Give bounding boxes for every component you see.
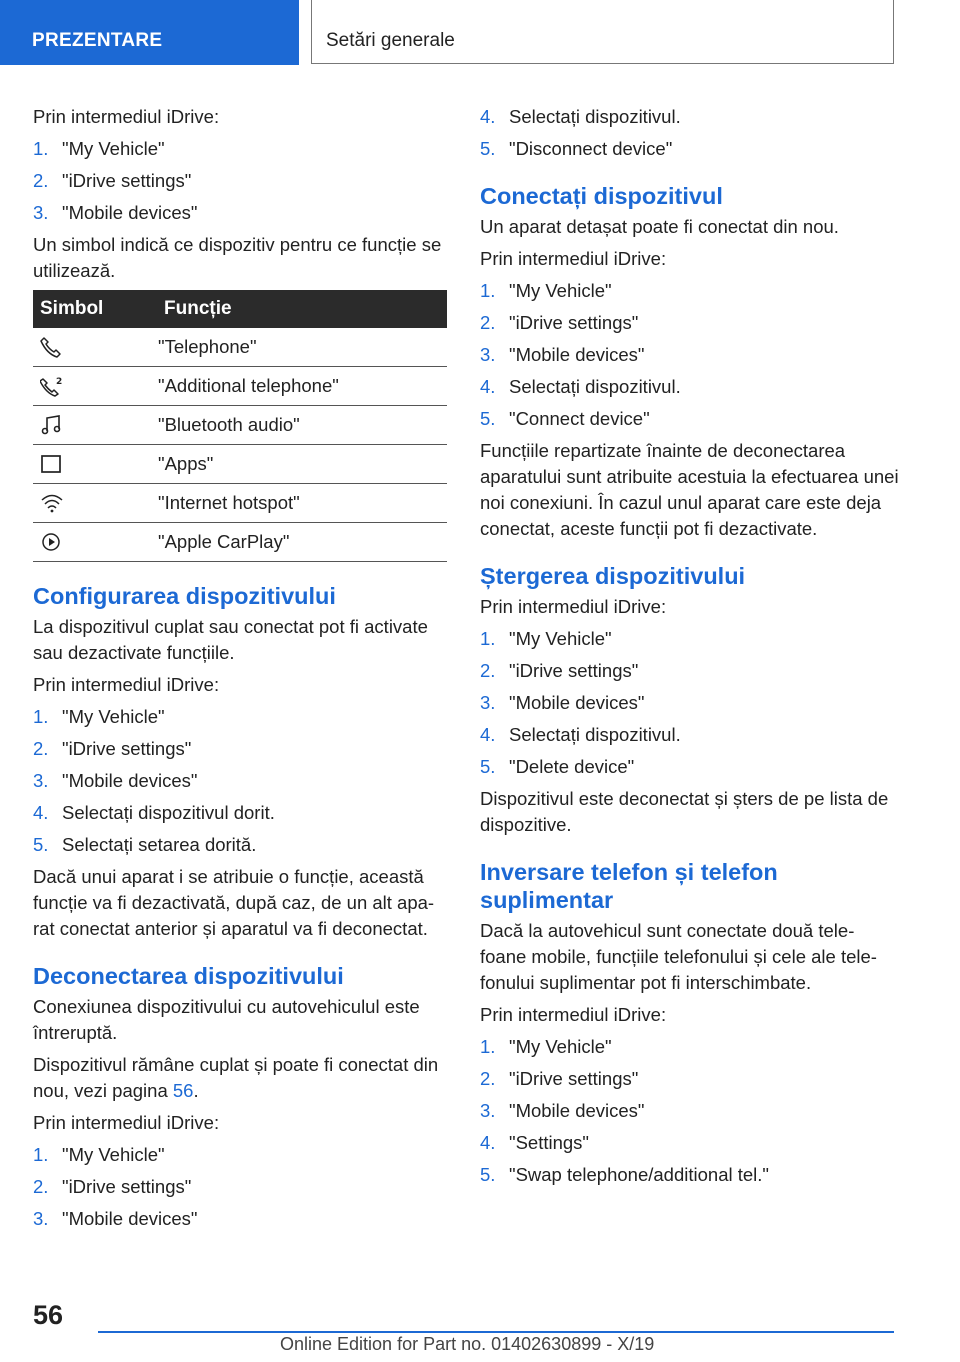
step-text: "Delete device" — [509, 756, 635, 777]
list-item — [480, 374, 900, 400]
table-row — [33, 367, 447, 406]
list-item — [480, 406, 900, 432]
step-number: 4. — [480, 106, 496, 127]
step-number: 5. — [480, 756, 496, 777]
list-item — [480, 1162, 900, 1188]
paragraph: La dispozitivul cuplat sau conectat pot fi activate sau dezactivate funcțiile. — [33, 616, 428, 663]
table-header-function: Funcție — [158, 290, 447, 328]
step-text: "Disconnect device" — [509, 138, 673, 159]
step-text: "iDrive settings" — [62, 1176, 192, 1197]
chapter-header — [311, 0, 894, 64]
table-row — [33, 523, 447, 562]
paragraph: Un aparat detașat poate fi conectat din nou. — [480, 216, 839, 237]
wifi-icon — [40, 492, 64, 514]
step-number: 3. — [33, 770, 49, 791]
step-text: "iDrive settings" — [509, 1068, 639, 1089]
list-item — [480, 690, 900, 716]
step-text: Selectați setarea dorită. — [62, 834, 257, 855]
step-text: "iDrive settings" — [509, 312, 639, 333]
list-item — [480, 626, 900, 652]
page-number: 56 — [33, 1300, 64, 1330]
list-item — [480, 136, 900, 162]
function-label: "Bluetooth audio" — [158, 406, 447, 445]
list-item — [480, 658, 900, 684]
table-header-symbol: Simbol — [33, 290, 158, 328]
paragraph: Prin intermediul iDrive: — [480, 1004, 667, 1025]
function-label: "Telephone" — [158, 328, 447, 367]
chapter-title: Setări generale — [326, 30, 455, 51]
svg-text:2: 2 — [56, 377, 63, 387]
step-text: "Mobile devices" — [62, 770, 198, 791]
table-row — [33, 328, 447, 367]
step-text: "Mobile devices" — [509, 1100, 645, 1121]
table-header-row — [33, 290, 447, 328]
carplay-icon — [40, 531, 62, 553]
step-number: 2. — [480, 1068, 496, 1089]
list-item — [480, 754, 900, 780]
step-number: 1. — [480, 280, 496, 301]
step-text: Selectați dispozitivul dorit. — [62, 802, 275, 823]
steps-list — [33, 704, 449, 858]
paragraph: Funcțiile repartizate înainte de deconectarea aparatului sunt atribuite acestuia la efectuarea unei noi conexiuni. În cazul unul aparat care este deja conectat, aceste funcții pot fi dezactivate. — [480, 440, 899, 539]
step-number: 1. — [33, 138, 49, 159]
step-text: "Swap telephone/additional tel." — [509, 1164, 769, 1185]
step-number: 3. — [33, 1208, 49, 1229]
steps-list — [480, 626, 900, 780]
paragraph — [33, 1052, 449, 1104]
step-number: 1. — [480, 1036, 496, 1057]
step-number: 3. — [480, 344, 496, 365]
list-item — [33, 832, 449, 858]
additional-telephone-icon — [40, 375, 64, 397]
section-tab — [0, 0, 299, 65]
table-row — [33, 406, 447, 445]
step-text: "Mobile devices" — [509, 344, 645, 365]
list-item — [480, 278, 900, 304]
function-label: "Apps" — [158, 445, 447, 484]
telephone-icon — [40, 336, 62, 358]
paragraph: Dacă unui aparat i se atribuie o funcție, această funcție va fi dezactivată, după caz, de un alt apa-rat conectat anterior și aparatul va fi deconectat. — [33, 866, 435, 939]
step-number: 1. — [33, 1144, 49, 1165]
step-text: Selectați dispozitivul. — [509, 376, 681, 397]
function-label: "Apple CarPlay" — [158, 523, 447, 562]
paragraph: Prin intermediul iDrive: — [480, 248, 667, 269]
step-text: "Connect device" — [509, 408, 650, 429]
list-item — [33, 136, 449, 162]
list-item — [33, 1142, 449, 1168]
steps-list — [480, 1034, 900, 1188]
list-item — [33, 736, 449, 762]
step-text: Selectați dispozitivul. — [509, 106, 681, 127]
step-number: 5. — [480, 138, 496, 159]
step-number: 4. — [33, 802, 49, 823]
list-item — [33, 200, 449, 226]
step-number: 5. — [33, 834, 49, 855]
paragraph: Prin intermediul iDrive: — [33, 106, 220, 127]
step-number: 4. — [480, 1132, 496, 1153]
step-number: 3. — [33, 202, 49, 223]
list-item — [33, 1174, 449, 1200]
right-column — [480, 104, 900, 1194]
step-number: 1. — [480, 628, 496, 649]
list-item — [480, 1066, 900, 1092]
step-number: 4. — [480, 376, 496, 397]
step-text: "My Vehicle" — [509, 1036, 612, 1057]
step-text: "My Vehicle" — [509, 280, 612, 301]
section-heading-swap: Inversare telefon și telefon suplimentar — [480, 859, 778, 913]
paragraph: Prin intermediul iDrive: — [480, 596, 667, 617]
step-text: "iDrive settings" — [62, 170, 192, 191]
table-row — [33, 445, 447, 484]
apps-square-icon — [40, 453, 62, 475]
step-number: 5. — [480, 408, 496, 429]
list-item — [33, 768, 449, 794]
paragraph: Dacă la autovehicul sunt conectate două tele-foane mobile, funcțiile telefonului și cele ale tele-fonului suplimentar pot fi interschimbate. — [480, 920, 877, 993]
list-item — [480, 104, 900, 130]
list-item — [33, 1206, 449, 1232]
function-label: "Additional telephone" — [158, 367, 447, 406]
list-item — [33, 168, 449, 194]
step-number: 2. — [33, 170, 49, 191]
step-text: "My Vehicle" — [62, 1144, 165, 1165]
step-text: "Settings" — [509, 1132, 589, 1153]
step-number: 4. — [480, 724, 496, 745]
step-text: Selectați dispozitivul. — [509, 724, 681, 745]
step-number: 2. — [480, 660, 496, 681]
page-link[interactable]: 56 — [172, 1080, 194, 1101]
steps-list — [480, 104, 900, 162]
step-number: 5. — [480, 1164, 496, 1185]
paragraph-text: Dispozitivul rămâne cuplat și poate fi conectat din nou, vezi pagina — [33, 1054, 439, 1101]
step-text: "Mobile devices" — [62, 1208, 198, 1229]
step-number: 3. — [480, 692, 496, 713]
steps-list — [33, 136, 449, 226]
list-item — [480, 722, 900, 748]
footer-divider — [98, 1331, 894, 1333]
paragraph: Dispozitivul este deconectat și șters de pe lista de dispozitive. — [480, 788, 889, 835]
step-text: "My Vehicle" — [509, 628, 612, 649]
step-number: 2. — [33, 738, 49, 759]
section-heading-configure: Configurarea dispozitivului — [33, 583, 336, 609]
step-number: 2. — [480, 312, 496, 333]
step-text: "iDrive settings" — [62, 738, 192, 759]
paragraph: Conexiunea dispozitivului cu autovehiculul este întreruptă. — [33, 996, 420, 1043]
steps-list — [480, 278, 900, 432]
step-text: "My Vehicle" — [62, 138, 165, 159]
section-heading-disconnect: Deconectarea dispozitivului — [33, 963, 344, 989]
list-item — [480, 342, 900, 368]
list-item — [480, 1034, 900, 1060]
step-number: 1. — [33, 706, 49, 727]
step-number: 3. — [480, 1100, 496, 1121]
step-number: 2. — [33, 1176, 49, 1197]
function-label: "Internet hotspot" — [158, 484, 447, 523]
step-text: "My Vehicle" — [62, 706, 165, 727]
section-heading-delete: Ștergerea dispozitivului — [480, 563, 746, 589]
symbol-table — [33, 290, 447, 562]
steps-list — [33, 1142, 449, 1232]
step-text: "iDrive settings" — [509, 660, 639, 681]
section-heading-connect: Conectați dispozitivul — [480, 183, 723, 209]
list-item — [480, 1130, 900, 1156]
step-text: "Mobile devices" — [62, 202, 198, 223]
list-item — [33, 704, 449, 730]
list-item — [33, 800, 449, 826]
paragraph-text: . — [193, 1080, 199, 1101]
footer-text: Online Edition for Part no. 01402630899 - X/19 — [280, 1334, 655, 1354]
left-column — [33, 104, 449, 1238]
step-text: "Mobile devices" — [509, 692, 645, 713]
list-item — [480, 310, 900, 336]
paragraph: Prin intermediul iDrive: — [33, 1112, 220, 1133]
paragraph: Prin intermediul iDrive: — [33, 674, 220, 695]
music-note-icon — [40, 414, 62, 436]
section-title: PREZENTARE — [32, 30, 163, 51]
list-item — [480, 1098, 900, 1124]
table-row — [33, 484, 447, 523]
paragraph: Un simbol indică ce dispozitiv pentru ce funcție se utilizează. — [33, 234, 442, 281]
